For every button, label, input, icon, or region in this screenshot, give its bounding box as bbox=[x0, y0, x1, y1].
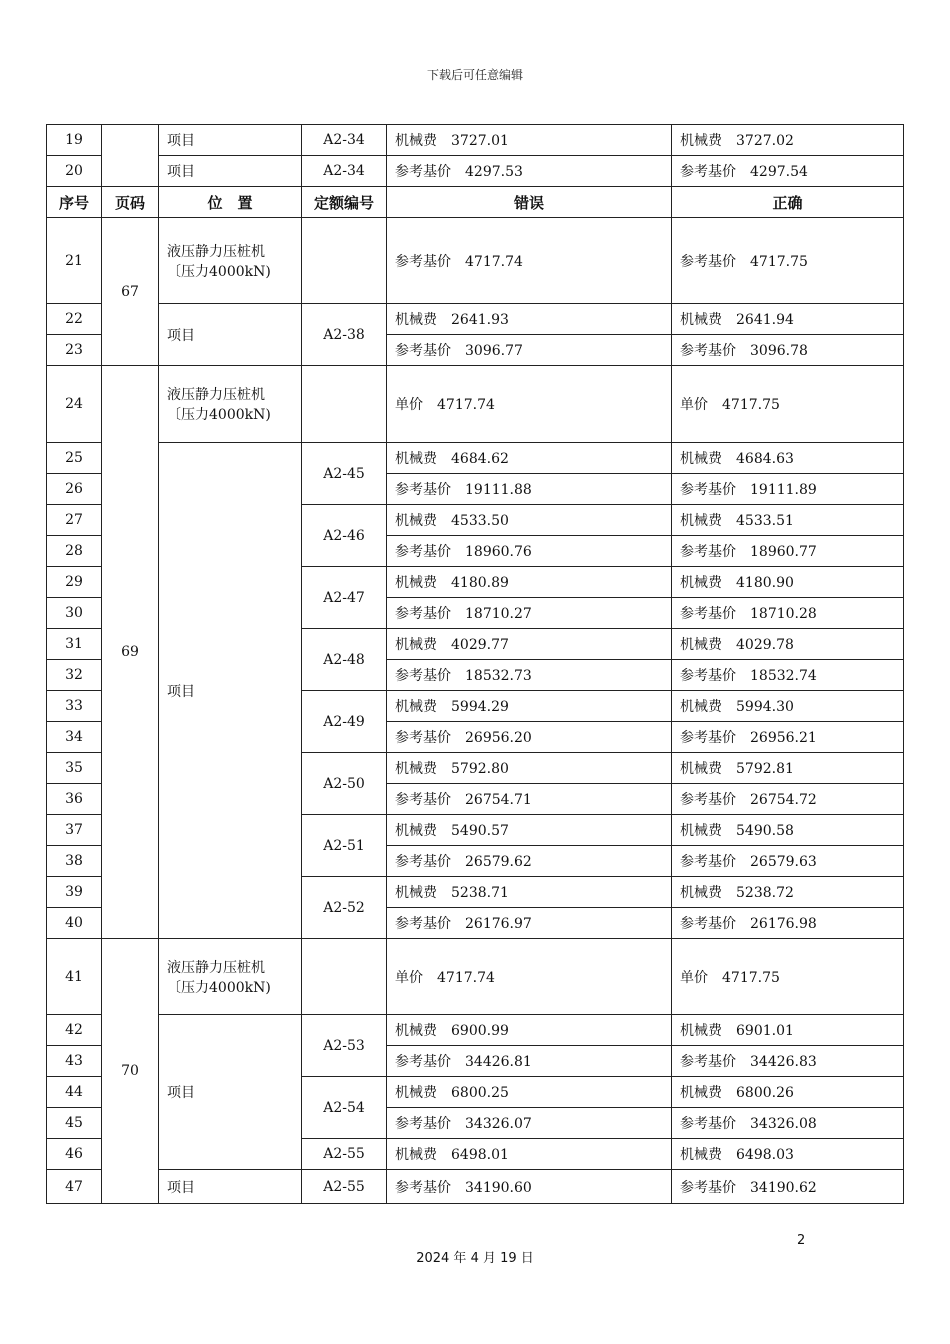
location-line: 液压静力压桩机 bbox=[167, 387, 265, 403]
error-cell: 机械费 4029.77 bbox=[387, 629, 672, 660]
error-cell: 参考基价 26754.71 bbox=[387, 784, 672, 815]
table-header-row bbox=[47, 187, 904, 218]
location-cell: 项目 bbox=[159, 156, 302, 187]
location-cell: 项目 bbox=[159, 443, 302, 939]
row-no: 41 bbox=[47, 939, 102, 1015]
row-no: 39 bbox=[47, 877, 102, 908]
row-no: 20 bbox=[47, 156, 102, 187]
row-no: 22 bbox=[47, 304, 102, 335]
code-cell: A2-34 bbox=[302, 125, 387, 156]
error-cell: 参考基价 26579.62 bbox=[387, 846, 672, 877]
correct-cell: 参考基价 34426.83 bbox=[672, 1046, 904, 1077]
page-cell: 69 bbox=[102, 366, 159, 939]
error-cell: 参考基价 26956.20 bbox=[387, 722, 672, 753]
correct-cell: 参考基价 34190.62 bbox=[672, 1170, 904, 1204]
row-no: 24 bbox=[47, 366, 102, 443]
error-cell: 参考基价 18532.73 bbox=[387, 660, 672, 691]
row-no: 46 bbox=[47, 1139, 102, 1170]
row-no: 45 bbox=[47, 1108, 102, 1139]
code-cell: A2-55 bbox=[302, 1170, 387, 1204]
location-cell bbox=[159, 939, 302, 1015]
location-cell bbox=[159, 366, 302, 443]
correct-cell: 机械费 5490.58 bbox=[672, 815, 904, 846]
correct-cell: 机械费 4684.63 bbox=[672, 443, 904, 474]
correct-cell: 单价 4717.75 bbox=[672, 939, 904, 1015]
row-no: 37 bbox=[47, 815, 102, 846]
error-cell: 参考基价 34426.81 bbox=[387, 1046, 672, 1077]
location-line: 〔压力4000kN) bbox=[167, 263, 271, 280]
correct-cell: 参考基价 18960.77 bbox=[672, 536, 904, 567]
correct-cell: 参考基价 19111.89 bbox=[672, 474, 904, 505]
error-cell: 参考基价 4717.74 bbox=[387, 218, 672, 304]
col-header-code: 定额编号 bbox=[302, 187, 387, 218]
location-cell: 项目 bbox=[159, 1170, 302, 1204]
code-cell: A2-46 bbox=[302, 505, 387, 567]
table-row bbox=[47, 366, 904, 443]
code-cell: A2-53 bbox=[302, 1015, 387, 1077]
location-cell bbox=[159, 218, 302, 304]
code-cell: A2-38 bbox=[302, 304, 387, 366]
correct-cell: 参考基价 18532.74 bbox=[672, 660, 904, 691]
row-no: 28 bbox=[47, 536, 102, 567]
row-no: 32 bbox=[47, 660, 102, 691]
correct-cell: 参考基价 3096.78 bbox=[672, 335, 904, 366]
correct-cell: 参考基价 26956.21 bbox=[672, 722, 904, 753]
location-line: 〔压力4000kN) bbox=[167, 979, 271, 996]
row-no: 33 bbox=[47, 691, 102, 722]
error-cell: 参考基价 18960.76 bbox=[387, 536, 672, 567]
code-cell: A2-48 bbox=[302, 629, 387, 691]
code-cell: A2-45 bbox=[302, 443, 387, 505]
correct-cell: 参考基价 34326.08 bbox=[672, 1108, 904, 1139]
correct-cell: 参考基价 26176.98 bbox=[672, 908, 904, 939]
page-cell bbox=[102, 125, 159, 187]
errata-table bbox=[46, 124, 904, 1204]
col-header-error: 错误 bbox=[387, 187, 672, 218]
col-header-location: 位 置 bbox=[159, 187, 302, 218]
error-cell: 参考基价 18710.27 bbox=[387, 598, 672, 629]
code-cell: A2-54 bbox=[302, 1077, 387, 1139]
row-no: 44 bbox=[47, 1077, 102, 1108]
row-no: 23 bbox=[47, 335, 102, 366]
row-no: 43 bbox=[47, 1046, 102, 1077]
location-cell: 项目 bbox=[159, 125, 302, 156]
error-cell: 机械费 4684.62 bbox=[387, 443, 672, 474]
error-cell: 单价 4717.74 bbox=[387, 366, 672, 443]
row-no: 27 bbox=[47, 505, 102, 536]
page-header: 下载后可任意编辑 bbox=[426, 68, 523, 82]
code-cell bbox=[302, 939, 387, 1015]
location-line: 液压静力压桩机 bbox=[167, 243, 265, 260]
location-cell: 项目 bbox=[159, 1015, 302, 1170]
error-cell: 机械费 5994.29 bbox=[387, 691, 672, 722]
row-no: 47 bbox=[47, 1170, 102, 1204]
table-row bbox=[47, 1015, 904, 1046]
col-header-no: 序号 bbox=[47, 187, 102, 218]
error-cell: 参考基价 19111.88 bbox=[387, 474, 672, 505]
error-cell: 参考基价 26176.97 bbox=[387, 908, 672, 939]
correct-cell: 参考基价 26754.72 bbox=[672, 784, 904, 815]
error-cell: 机械费 6800.25 bbox=[387, 1077, 672, 1108]
correct-cell: 参考基价 4717.75 bbox=[672, 218, 904, 304]
error-cell: 机械费 4180.89 bbox=[387, 567, 672, 598]
row-no: 42 bbox=[47, 1015, 102, 1046]
row-no: 26 bbox=[47, 474, 102, 505]
table-row bbox=[47, 218, 904, 304]
correct-cell: 参考基价 4297.54 bbox=[672, 156, 904, 187]
row-no: 38 bbox=[47, 846, 102, 877]
correct-cell: 机械费 6498.03 bbox=[672, 1139, 904, 1170]
code-cell: A2-52 bbox=[302, 877, 387, 939]
location-cell: 项目 bbox=[159, 304, 302, 366]
code-cell bbox=[302, 218, 387, 304]
page-cell: 67 bbox=[102, 218, 159, 366]
correct-cell: 单价 4717.75 bbox=[672, 366, 904, 443]
col-header-correct: 正确 bbox=[672, 187, 904, 218]
row-no: 19 bbox=[47, 125, 102, 156]
correct-cell: 机械费 5238.72 bbox=[672, 877, 904, 908]
code-cell: A2-55 bbox=[302, 1139, 387, 1170]
error-cell: 机械费 3727.01 bbox=[387, 125, 672, 156]
correct-cell: 机械费 4533.51 bbox=[672, 505, 904, 536]
error-cell: 机械费 6900.99 bbox=[387, 1015, 672, 1046]
error-cell: 机械费 6498.01 bbox=[387, 1139, 672, 1170]
row-no: 31 bbox=[47, 629, 102, 660]
correct-cell: 参考基价 26579.63 bbox=[672, 846, 904, 877]
error-cell: 参考基价 3096.77 bbox=[387, 335, 672, 366]
correct-cell: 机械费 4180.90 bbox=[672, 567, 904, 598]
code-cell: A2-49 bbox=[302, 691, 387, 753]
col-header-page: 页码 bbox=[102, 187, 159, 218]
row-no: 29 bbox=[47, 567, 102, 598]
row-no: 21 bbox=[47, 218, 102, 304]
error-cell: 机械费 5238.71 bbox=[387, 877, 672, 908]
table-row bbox=[47, 443, 904, 474]
code-cell: A2-34 bbox=[302, 156, 387, 187]
error-cell: 机械费 4533.50 bbox=[387, 505, 672, 536]
correct-cell: 机械费 6901.01 bbox=[672, 1015, 904, 1046]
correct-cell: 机械费 2641.94 bbox=[672, 304, 904, 335]
row-no: 30 bbox=[47, 598, 102, 629]
table-row bbox=[47, 125, 904, 156]
row-no: 40 bbox=[47, 908, 102, 939]
table-row bbox=[47, 304, 904, 335]
location-line: 液压静力压桩机 bbox=[167, 959, 265, 976]
code-cell: A2-50 bbox=[302, 753, 387, 815]
code-cell: A2-51 bbox=[302, 815, 387, 877]
error-cell: 参考基价 34190.60 bbox=[387, 1170, 672, 1204]
error-cell: 机械费 5792.80 bbox=[387, 753, 672, 784]
table-row bbox=[47, 1170, 904, 1204]
error-cell: 机械费 2641.93 bbox=[387, 304, 672, 335]
row-no: 36 bbox=[47, 784, 102, 815]
table-row bbox=[47, 156, 904, 187]
page-number: 2 bbox=[797, 1233, 806, 1248]
row-no: 25 bbox=[47, 443, 102, 474]
error-cell: 参考基价 34326.07 bbox=[387, 1108, 672, 1139]
code-cell: A2-47 bbox=[302, 567, 387, 629]
row-no: 35 bbox=[47, 753, 102, 784]
table-row bbox=[47, 939, 904, 1015]
code-cell bbox=[302, 366, 387, 443]
correct-cell: 参考基价 18710.28 bbox=[672, 598, 904, 629]
error-cell: 机械费 5490.57 bbox=[387, 815, 672, 846]
correct-cell: 机械费 6800.26 bbox=[672, 1077, 904, 1108]
page-cell: 70 bbox=[102, 939, 159, 1204]
correct-cell: 机械费 5994.30 bbox=[672, 691, 904, 722]
correct-cell: 机械费 5792.81 bbox=[672, 753, 904, 784]
error-cell: 参考基价 4297.53 bbox=[387, 156, 672, 187]
location-line: 〔压力4000kN) bbox=[167, 407, 271, 423]
error-cell: 单价 4717.74 bbox=[387, 939, 672, 1015]
footer-date: 2024 年 4 月 19 日 bbox=[416, 1251, 534, 1266]
correct-cell: 机械费 4029.78 bbox=[672, 629, 904, 660]
row-no: 34 bbox=[47, 722, 102, 753]
correct-cell: 机械费 3727.02 bbox=[672, 125, 904, 156]
